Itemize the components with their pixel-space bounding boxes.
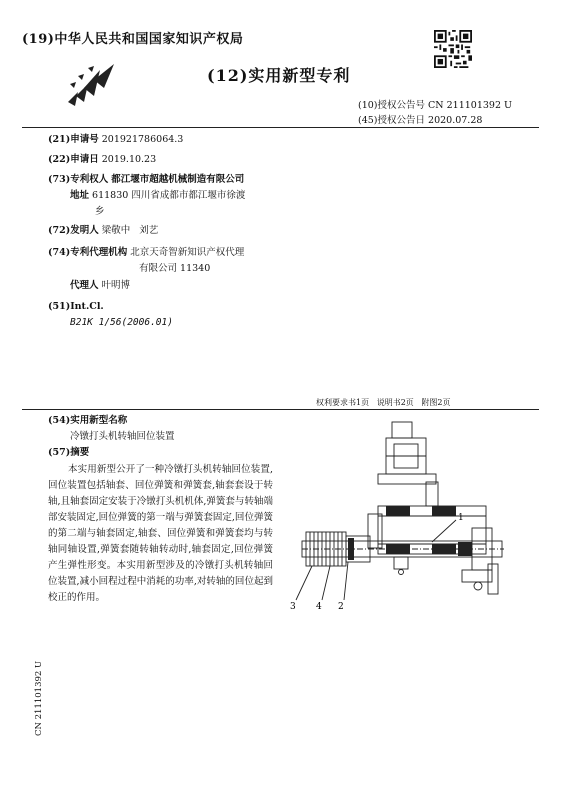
cnipa-logo — [64, 62, 118, 110]
agency-line1: 北京天奇智新知识产权代理 — [130, 247, 245, 258]
application-number-label: (21)申请号 — [48, 134, 99, 145]
qr-code-icon — [434, 30, 472, 68]
patentee-value: 都江堰市超越机械制造有限公司 — [111, 174, 245, 185]
inventors-label: (72)发明人 — [48, 225, 99, 236]
middle-rule — [22, 409, 539, 410]
address-line1: 611830 四川省成都市都江堰市徐渡 — [92, 190, 246, 201]
intcl-label: (51)Int.Cl. — [48, 301, 104, 312]
agent — [70, 279, 130, 292]
inventors-value: 梁敬中 刘艺 — [101, 225, 159, 236]
utility-model-title: 冷镦打头机转轴回位装置 — [70, 431, 175, 442]
filing-date-label: (22)申请日 — [48, 154, 99, 165]
agent-value: 叶明博 — [101, 280, 131, 291]
address — [70, 189, 245, 202]
callout-1: 1 — [458, 513, 464, 523]
agency — [48, 246, 244, 259]
agency-label: (74)专利代理机构 — [48, 247, 128, 258]
grant-date: (45)授权公告日 2020.07.28 — [358, 115, 483, 126]
intcl-value: B21K 1/56(2006.01) — [70, 317, 173, 328]
agency-line2: 有限公司 11340 — [139, 263, 211, 274]
inventors — [48, 224, 158, 237]
callout-4: 4 — [316, 602, 322, 612]
abstract-drawing — [282, 420, 522, 615]
page-counts: 权利要求书1页 说明书2页 附图2页 — [316, 398, 451, 407]
abstract-text: 本实用新型公开了一种冷镦打头机转轴回位装置,回位装置包括轴套、回位弹簧和弹簧套,轴套套设于转轴,且轴套固定安装于冷镦打头机机体,弹簧套与转轴端部安装固定,回位弹簧的第一端与弹簧套固定,回位弹簧的第二端与轴套固定,轴套、回位弹簧和弹簧套均与转轴同轴设置,弹簧套随转轴转动时,轴套固定,回位弹簧产生弹性形变。本实用新型涉及的冷镦打头机转轴回位装置,减小回程过程中消耗的功率,对转轴的回位起到校正的作用。 — [48, 464, 273, 603]
callout-2: 2 — [338, 602, 344, 612]
application-number-value: 201921786064.3 — [101, 134, 184, 145]
callout-3: 3 — [290, 602, 296, 612]
patentee — [48, 173, 244, 186]
office-name: (19)中华人民共和国国家知识产权局 — [22, 32, 244, 47]
address-label: 地址 — [70, 190, 90, 201]
agent-label: 代理人 — [70, 280, 99, 291]
filing-date-value: 2019.10.23 — [101, 154, 157, 165]
intcl — [48, 300, 104, 313]
grant-number: (10)授权公告号 CN 211101392 U — [358, 100, 513, 111]
patent-type: (12)实用新型专利 — [207, 66, 351, 85]
address-line2: 乡 — [95, 206, 105, 217]
abstract-label: (57)摘要 — [48, 447, 90, 458]
header-rule — [22, 127, 539, 128]
application-number — [48, 133, 183, 146]
side-publication-number: CN 211101392 U — [34, 660, 44, 736]
patentee-label: (73)专利权人 — [48, 174, 109, 185]
title-label: (54)实用新型名称 — [48, 415, 128, 426]
filing-date — [48, 153, 156, 166]
